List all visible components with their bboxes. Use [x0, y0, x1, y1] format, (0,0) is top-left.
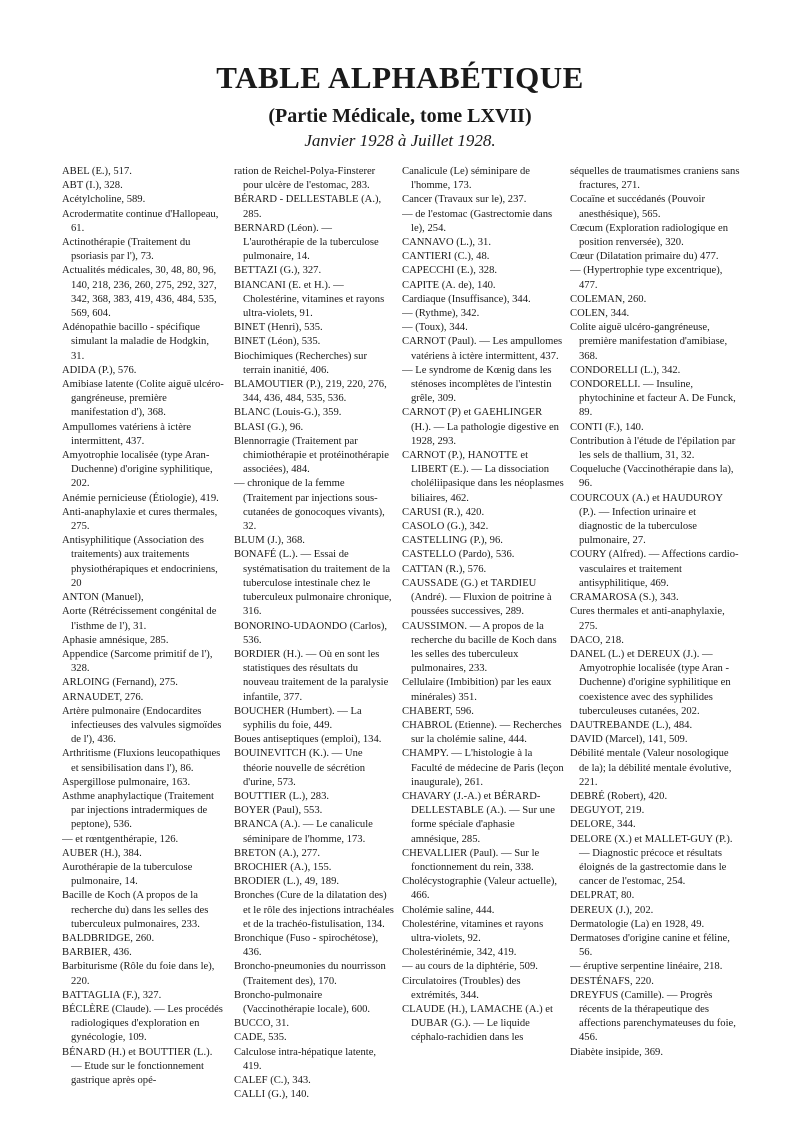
index-entry: CANNAVO (L.), 31. — [402, 237, 491, 249]
index-entry: DACO, 218. — [570, 634, 624, 646]
index-entry: ADIDA (P.), 576. — [62, 364, 137, 376]
index-entry: Cellulaire (Imbibition) par les eaux minérales) 351. — [402, 677, 552, 703]
index-entry: ARLOING (Fernand), 275. — [62, 677, 178, 689]
index-entry: BONAFÉ (L.). — Essai de systématisation du traitement de la tuberculose intestinale chez le tuberculeux pulmonaire chronique, 316. — [234, 549, 392, 618]
index-entry: COURY (Alfred). — Affections cardio-vasculaires et traitement antisyphilitique, 469. — [570, 549, 739, 589]
index-entry: — et rœntgenthérapie, 126. — [62, 833, 179, 845]
index-entry: DELORE, 344. — [570, 819, 636, 831]
index-entry: BINET (Henri), 535. — [234, 322, 323, 334]
index-entry: — Le syndrome de Kœnig dans les sténoses incomplètes de l'intestin grêle, 309. — [402, 364, 552, 405]
index-entry: — au cours de la diphtérie, 509. — [402, 961, 538, 973]
index-entry: Broncho-pneumonies du nourrisson (Traitement des), 170. — [234, 961, 386, 987]
index-entry: Barbiturisme (Rôle du foie dans le), 220. — [62, 961, 215, 987]
index-entry: Antisyphilitique (Association des traitements) aux traitements physiothérapiques et endocriniens, 20 — [62, 535, 218, 589]
index-entry: DAUTREBANDE (L.), 484. — [570, 719, 693, 731]
index-entry: Anti-anaphylaxie et cures thermales, 275. — [62, 506, 218, 533]
index-entry: Cœur (Dilatation primaire du) 477. — [570, 251, 719, 263]
index-entry: Ampullomes vatériens à ictère intermittent, 437. — [62, 421, 192, 447]
index-entry: DESTÉNAFS, 220. — [570, 975, 654, 987]
index-entry: CALEF (C.), 343. — [234, 1075, 311, 1086]
index-entry: Circulatoires (Troubles) des extrémités, 344. — [402, 975, 521, 1001]
index-entry: Amibiase latente (Colite aiguë ulcéro-gangréneuse, première manifestation d'), 368. — [62, 379, 224, 419]
index-entry: CAPITE (A. de), 140. — [402, 279, 496, 291]
index-entry: Artère pulmonaire (Endocardites infectieuses des valvules sigmoïdes de l'), 436. — [62, 705, 222, 746]
index-entry: BUCCO, 31. — [234, 1018, 290, 1030]
index-column-2 — [234, 165, 394, 1125]
index-entry: CONDORELLI (L.), 342. — [570, 364, 681, 376]
index-entry: DAVID (Marcel), 141, 509. — [570, 734, 688, 746]
index-entry: Cholécystographie (Valeur actuelle), 466. — [402, 876, 558, 902]
date-range: Janvier 1928 à Juillet 1928. — [304, 131, 496, 150]
index-entry: — éruptive serpentine linéaire, 218. — [570, 961, 723, 973]
index-entry: — (Rythme), 342. — [402, 308, 480, 320]
index-entry: BRODIER (L.), 49, 189. — [234, 876, 340, 888]
index-entry: CARNOT (Paul). — Les ampullomes vatériens à ictère intermittent, 437. — [402, 336, 563, 362]
index-entry: Dermatologie (La) en 1928, 49. — [570, 918, 705, 930]
index-entry: CAUSSIMON. — A propos de la recherche du bacille de Koch dans les selles des tuberculeux pulmonaires, 233. — [402, 620, 557, 675]
index-entry: Anémie pernicieuse (Étiologie), 419. — [62, 492, 219, 504]
index-entry: BOUTTIER (L.), 283. — [234, 790, 330, 802]
index-entry: BROCHIER (A.), 155. — [234, 861, 332, 873]
index-entry: BARBIER, 436. — [62, 947, 132, 959]
index-entry: Actinothérapie (Traitement du psoriasis par l'), 73. — [62, 237, 191, 263]
page-title: TABLE ALPHABÉTIQUE — [216, 60, 584, 95]
index-entry: Colite aiguë ulcéro-gangréneuse, première manifestation d'amibiase, 368. — [570, 322, 728, 362]
index-entry: Calculose intra-hépatique latente, 419. — [234, 1046, 377, 1072]
index-entry: DEBRÉ (Robert), 420. — [570, 790, 668, 802]
index-column-1 — [62, 165, 224, 1125]
index-entry: CLAUDE (H.), LAMACHE (A.) et DUBAR (G.). — Le liquide céphalo-rachidien dans les — [402, 1003, 553, 1044]
index-entry: Bronches (Cure de la dilatation des) et le rôle des injections intrachéales et de la trachéo-fistulisation, 134. — [234, 890, 394, 930]
index-entry: BALDBRIDGE, 260. — [62, 932, 155, 944]
index-entry: DEREUX (J.), 202. — [570, 904, 654, 916]
index-entry: BOYER (Paul), 553. — [234, 805, 323, 817]
index-entry: Biochimiques (Recherches) sur terrain inanitié, 406. — [234, 350, 367, 376]
index-entry: Cholestérinémie, 342, 419. — [402, 947, 517, 959]
index-entry: Adénopathie bacillo - spécifique simulant la maladie de Hodgkin, 31. — [62, 322, 209, 362]
index-entry: BLANC (Louis-G.), 359. — [234, 407, 342, 419]
index-entry: BOUCHER (Humbert). — La syphilis du foie, 449. — [234, 705, 362, 731]
index-entry: BATTAGLIA (F.), 327. — [62, 989, 162, 1001]
index-entry: CASTELLING (P.), 96. — [402, 535, 503, 547]
index-entry: BRANCA (A.). — Le canalicule séminipare de l'homme, 173. — [234, 819, 373, 845]
index-entry: CONDORELLI. — Insuline, phytochinine et facteur A. De Funck, 89. — [570, 379, 736, 419]
index-entry: Appendice (Sarcome primitif de l'), 328. — [62, 648, 213, 675]
index-column-3 — [402, 165, 564, 1125]
index-entry: BÉRARD - DELLESTABLE (A.), 285. — [234, 194, 382, 220]
index-entry: BLASI (G.), 96. — [234, 421, 304, 433]
index-entry: ration de Reichel-Polya-Finsterer pour ulcère de l'estomac, 283. — [234, 166, 376, 192]
index-entry: Amyotrophie localisée (type Aran-Duchenne) d'origine syphilitique, 202. — [62, 450, 213, 490]
index-entry: Canalicule (Le) séminipare de l'homme, 173. — [402, 166, 530, 192]
index-entry: Aurothérapie de la tuberculose pulmonaire, 14. — [62, 861, 193, 888]
index-entry: ARNAUDET, 276. — [62, 691, 144, 703]
index-entry: BINET (Léon), 535. — [234, 336, 321, 348]
index-entry: BONORINO-UDAONDO (Carlos), 536. — [234, 620, 388, 646]
index-entry: Aphasie amnésique, 285. — [62, 634, 169, 646]
index-entry: ANTON (Manuel), — [62, 592, 144, 604]
index-entry: COLEN, 344. — [570, 308, 630, 320]
index-entry: CANTIERI (C.), 48. — [402, 251, 490, 263]
index-entry: BÉNARD (H.) et BOUTTIER (L.). — Etude sur le fonctionnement gastrique après opé- — [62, 1046, 213, 1086]
index-entry: CRAMAROSA (S.), 343. — [570, 592, 679, 604]
index-entry: Bronchique (Fuso - spirochétose), 436. — [234, 932, 379, 959]
index-entry: COURCOUX (A.) et HAUDUROY (P.). — Infection urinaire et diagnostic de la tuberculose pulmonaire, 27. — [570, 492, 723, 547]
index-entry: séquelles de traumatismes craniens sans fractures, 271. — [570, 166, 740, 192]
index-entry: CHABROL (Etienne). — Recherches sur la cholémie saline, 444. — [402, 719, 562, 746]
index-entry: Diabète insipide, 369. — [570, 1046, 663, 1058]
index-entry: DREYFUS (Camille). — Progrès récents de la thérapeutique des affections parenchymateuses du foie, 456. — [570, 989, 736, 1044]
index-entry: CALLI (G.), 140. — [234, 1089, 310, 1101]
index-entry: CARUSI (R.), 420. — [402, 506, 485, 518]
index-entry: CARNOT (P) et GAEHLINGER (H.). — La pathologie digestive en 1928, 293. — [402, 407, 559, 447]
index-entry: CATTAN (R.), 576. — [402, 563, 487, 575]
index-entry: Cardiaque (Insuffisance), 344. — [402, 293, 531, 305]
index-entry: DELORE (X.) et MALLET-GUY (P.). — Diagnostic précoce et résultats éloignés de la gastrectomie dans le cancer de l'estomac, 254. — [570, 833, 733, 888]
index-entry: Acrodermatite continue d'Hallopeau, 61. — [62, 208, 219, 234]
index-entry: Blennorragie (Traitement par chimiothérapie et protéinothérapie associées), 484. — [234, 435, 389, 476]
index-entry: DELPRAT, 80. — [570, 890, 635, 902]
index-column-4 — [570, 165, 740, 1125]
index-entry: Actualités médicales, 30, 48, 80, 96, 140, 218, 236, 260, 275, 292, 327, 342, 368, 383, 419, 436, 484, 535, 569, 604. — [62, 265, 217, 320]
index-entry: Bacille de Koch (A propos de la recherche du) dans les selles des tuberculeux pulmonaires, 233. — [62, 890, 209, 930]
index-entry: CARNOT (P.), HANOTTE et LIBERT (E.). — La dissociation choléliipasique dans les néoplasmes biliaires, 462. — [402, 450, 564, 504]
index-entry: Contribution à l'étude de l'épilation par les sels de thallium, 31, 32. — [570, 435, 736, 462]
index-entry: BRETON (A.), 277. — [234, 847, 321, 859]
index-entry: Débilité mentale (Valeur nosologique de la); la débilité mentale évolutive, 221. — [570, 748, 732, 788]
index-entry: Cancer (Travaux sur le), 237. — [402, 194, 527, 206]
index-entry: — (Hypertrophie type excentrique), 477. — [570, 265, 723, 291]
index-entry: DANEL (L.) et DEREUX (J.). — Amyotrophie localisée (type Aran - Duchenne) d'origine syphilitique en coexistence avec des syphilides tuberculeuses cutanées, 202. — [570, 648, 731, 717]
index-entry: CHABERT, 596. — [402, 705, 474, 717]
index-entry: CASOLO (G.), 342. — [402, 521, 489, 533]
index-entry: BETTAZI (G.), 327. — [234, 265, 322, 277]
index-entry: — chronique de la femme (Traitement par injections sous-cutanées de gonocoques vivants), 32. — [234, 478, 385, 533]
index-entry: CAUSSADE (G.) et TARDIEU (André). — Fluxion de poitrine à poussées successives, 289. — [402, 577, 552, 618]
index-entry: ABEL (E.), 517. — [62, 166, 132, 177]
index-entry: Cholémie saline, 444. — [402, 904, 495, 916]
index-entry: — de l'estomac (Gastrectomie dans le), 254. — [402, 208, 553, 234]
index-entry: Coqueluche (Vaccinothérapie dans la), 96. — [570, 464, 734, 490]
index-entry: Cocaïne et succédanés (Pouvoir anesthésique), 565. — [570, 194, 706, 220]
index-entry: Dermatoses d'origine canine et féline, 56. — [570, 932, 730, 959]
index-entry: CONTI (F.), 140. — [570, 421, 644, 433]
index-entry: Cœcum (Exploration radiologique en position renversée), 320. — [570, 222, 728, 249]
index-entry: Cholestérine, vitamines et rayons ultra-violets, 92. — [402, 918, 544, 944]
index-entry: AUBER (H.), 384. — [62, 847, 142, 859]
index-entry: BÉCLÈRE (Claude). — Les procédés radiologiques d'exploration en gynécologie, 109. — [62, 1003, 223, 1044]
index-entry: Boues antiseptiques (emploi), 134. — [234, 734, 382, 746]
index-entry: Asthme anaphylactique (Traitement par injections intradermiques de peptone), 536. — [62, 790, 215, 831]
index-entry: CHEVALLIER (Paul). — Sur le fonctionnement du rein, 338. — [402, 847, 540, 873]
page-subtitle: (Partie Médicale, tome LXVII) — [268, 105, 532, 127]
index-entry: CHAVARY (J.-A.) et BÉRARD-DELLESTABLE (A.). — Sur une forme spéciale d'aphasie amnésique, 285. — [402, 790, 555, 845]
index-entry: BERNARD (Léon). — L'aurothérapie de la tuberculose pulmonaire, 14. — [234, 222, 379, 263]
index-entry: COLEMAN, 260. — [570, 293, 647, 305]
index-entry: Aspergillose pulmonaire, 163. — [62, 776, 191, 788]
index-entry: BORDIER (H.). — Où en sont les statistiques des résultats du nouveau traitement de la paralysie infantile, 377. — [234, 648, 389, 703]
index-entry: Cures thermales et anti-anaphylaxie, 275. — [570, 606, 725, 632]
index-entry: Arthritisme (Fluxions leucopathiques et sensibilisation dans l'), 86. — [62, 748, 221, 774]
index-entry: Broncho-pulmonaire (Vaccinothérapie locale), 600. — [234, 989, 371, 1015]
index-entry: CASTELLO (Pardo), 536. — [402, 549, 515, 561]
index-entry: Aorte (Rétrécissement congénital de l'isthme de l'), 31. — [62, 606, 217, 632]
index-entry: BIANCANI (E. et H.). — Cholestérine, vitamines et rayons ultra-violets, 91. — [234, 279, 385, 320]
index-entry: BLUM (J.), 368. — [234, 535, 305, 547]
index-entry: ABT (I.), 328. — [62, 180, 123, 192]
index-entry: — (Toux), 344. — [402, 322, 468, 334]
index-entry: DEGUYOT, 219. — [570, 805, 645, 817]
index-entry: BOUINEVITCH (K.). — Une théorie nouvelle de sécrétion d'urine, 573. — [234, 748, 366, 788]
index-entry: CAPECCHI (E.), 328. — [402, 265, 498, 277]
index-entry: BLAMOUTIER (P.), 219, 220, 276, 344, 436, 484, 535, 536. — [234, 379, 387, 405]
index-entry: CHAMPY. — L'histologie à la Faculté de médecine de Paris (leçon inaugurale), 261. — [402, 748, 564, 788]
index-entry: Acétylcholine, 589. — [62, 194, 146, 206]
index-entry: CADE, 535. — [234, 1032, 287, 1044]
